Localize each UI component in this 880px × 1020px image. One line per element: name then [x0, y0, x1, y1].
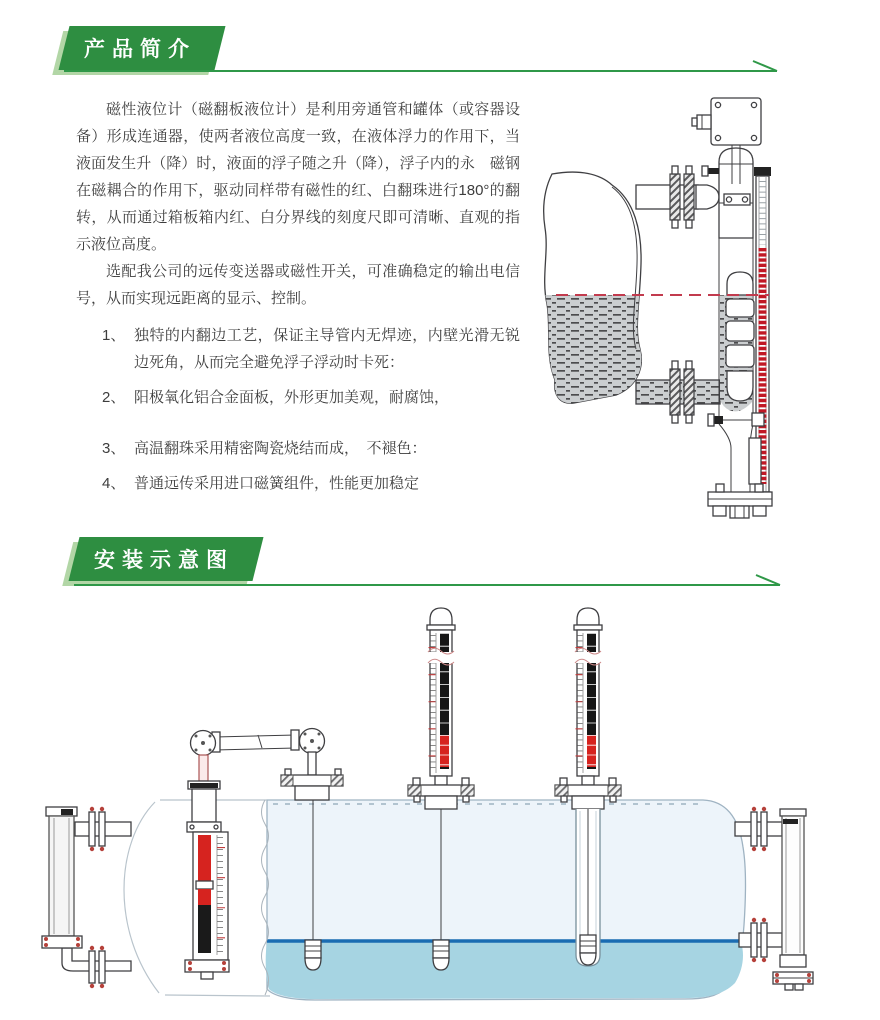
feature-text: 阳极氧化铝合金面板，外形更加美观，耐腐蚀， [134, 389, 450, 406]
feature-number: 1、 [102, 327, 126, 344]
section-title: 安装示意图 [94, 549, 234, 572]
feature-number: 4、 [102, 475, 126, 492]
junction-box [692, 98, 761, 150]
feature-list [76, 322, 520, 497]
green-rule-with-arrow [64, 58, 784, 78]
intro-paragraph: 选配我公司的远传变送器或磁性开关，可准确稳定的输出电信号，从而实现远距离的显示、控制。 [76, 263, 520, 307]
feature-item [102, 470, 520, 497]
feature-number: 3、 [102, 440, 126, 457]
swivel-arm [191, 729, 325, 756]
intro-text-block [76, 96, 520, 505]
feature-text: 普通远传采用进口磁簧组件，性能更加稳定 [134, 475, 420, 492]
indicator-column [193, 832, 228, 960]
side-mounted-gauge-right [735, 807, 813, 990]
bottom-flange [42, 936, 82, 948]
green-rule-with-arrow [74, 572, 794, 592]
feature-item [102, 322, 520, 376]
float [580, 935, 596, 965]
section-title: 产品简介 [84, 38, 196, 61]
rule-arrow-hook [753, 61, 777, 71]
flange [670, 174, 680, 220]
feature-text: 高温翻珠采用精密陶瓷烧结而成， 不褪色： [134, 440, 427, 457]
intro-paragraph: 磁性液位计（磁翻板液位计）是利用旁通管和罐体（或容器设备）形成连通器，使两者液位高度一致，在液体浮力的作用下，当液面发生升（降）时，液面的浮子随之升（降），浮子内的永 磁钢在磁耦合的作用下，驱动同样带有磁性的红、白翻珠进行180°的翻转，从而通过箱板箱内红、白分界线的刻度尺即可清晰、直观的指示液位高度。 [76, 101, 520, 253]
bottom-flange [185, 960, 229, 972]
transmitter-tube [749, 438, 761, 484]
side-mounted-gauge-left [42, 807, 131, 988]
flange [684, 369, 694, 415]
cable-gland [692, 115, 711, 129]
tank-liquid [266, 942, 743, 999]
side-bolt [708, 168, 719, 174]
feature-item [102, 435, 520, 462]
feature-item [102, 384, 520, 411]
figure-installation [15, 595, 875, 1020]
feature-text: 独特的内翻边工艺，保证主导管内无焊迹，内壁光滑无锐边死角，从而完全避免浮子浮动时卡死： [134, 327, 520, 371]
float [433, 940, 449, 970]
flange [684, 174, 694, 220]
rule-arrow-hook [756, 575, 780, 585]
float [726, 272, 754, 401]
feature-number: 2、 [102, 389, 126, 406]
float [305, 940, 321, 970]
figure-gauge-structure [528, 88, 876, 528]
flange [670, 369, 680, 415]
